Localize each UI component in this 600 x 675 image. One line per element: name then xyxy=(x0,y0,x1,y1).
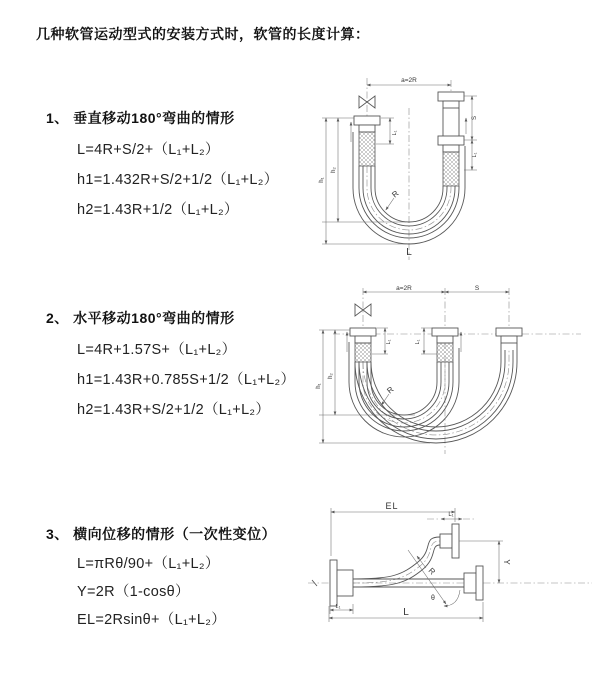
u-hose-displaced xyxy=(355,350,517,443)
dim-l1-right-label: L₁ xyxy=(472,152,478,158)
radius-label: R xyxy=(390,188,401,200)
left-pipe-fitting xyxy=(354,116,380,166)
dim-h2-label: h₂ xyxy=(331,167,337,173)
diagram-vertical-180-bend xyxy=(318,72,600,272)
dim-l1-left-label: L₁ xyxy=(392,130,398,136)
centerlines xyxy=(333,288,581,454)
dim-h1-label: h₁ xyxy=(316,383,322,389)
dim-l1-a-label: L₁ xyxy=(386,339,392,345)
section-3-formula-Y: Y=2R（1-cosθ） xyxy=(77,584,190,600)
dim-a2r-label: a=2R xyxy=(396,285,412,292)
dimensions xyxy=(329,501,511,622)
dim-l1-b-label: L₁ xyxy=(415,339,421,345)
length-label: L xyxy=(406,247,412,258)
centerlines xyxy=(367,78,451,260)
dim-h1-label: h₁ xyxy=(319,177,325,183)
left-flange xyxy=(330,560,353,606)
el-label: EL xyxy=(385,501,399,511)
theta-label: θ xyxy=(431,595,435,602)
section-1-heading: 1、 垂直移动180°弯曲的情形 xyxy=(46,110,235,126)
section-2-formula-L: L=4R+1.57S+（L₁+L₂） xyxy=(77,342,237,358)
dim-a2r-label: a=2R xyxy=(401,77,417,84)
length-label: L xyxy=(403,607,409,618)
dim-l1-left-label: L₁ xyxy=(335,604,341,610)
displaced-hose xyxy=(353,524,459,587)
section-3-formula-EL: EL=2Rsinθ+（L₁+L₂） xyxy=(77,612,227,628)
dim-h2-label: h₂ xyxy=(328,373,334,379)
section-3-heading: 3、 横向位移的情形（一次性变位） xyxy=(46,526,277,542)
section-2-formula-h1: h1=1.43R+0.785S+1/2（L₁+L₂） xyxy=(77,372,296,388)
radius-label: R xyxy=(426,566,437,577)
section-1-formula-h2: h2=1.43R+1/2（L₁+L₂） xyxy=(77,202,239,218)
radius-label: R xyxy=(385,384,396,396)
dim-s-label: S xyxy=(472,115,478,121)
section-2-heading: 2、 水平移动180°弯曲的情形 xyxy=(46,310,235,326)
y-label: Y xyxy=(502,559,511,565)
diagram-horizontal-180-bend xyxy=(315,282,600,460)
pipe-fittings xyxy=(350,328,522,362)
diagram-lateral-displacement xyxy=(300,498,600,653)
section-3-formula-L: L=πRθ/90+（L₁+L₂） xyxy=(77,556,220,572)
dimensions xyxy=(316,285,509,443)
section-1-formula-h1: h1=1.432R+S/2+1/2（L₁+L₂） xyxy=(77,172,279,188)
section-1-formula-L: L=4R+S/2+（L₁+L₂） xyxy=(77,142,220,158)
right-pipe-fitting xyxy=(438,92,464,186)
dim-s-label: S xyxy=(474,285,480,292)
page-title: 几种软管运动型式的安装方式时，软管的长度计算： xyxy=(36,26,370,42)
dim-l1-top-label: L₁ xyxy=(448,512,454,518)
section-2-formula-h2: h2=1.43R+S/2+1/2（L₁+L₂） xyxy=(77,402,271,418)
